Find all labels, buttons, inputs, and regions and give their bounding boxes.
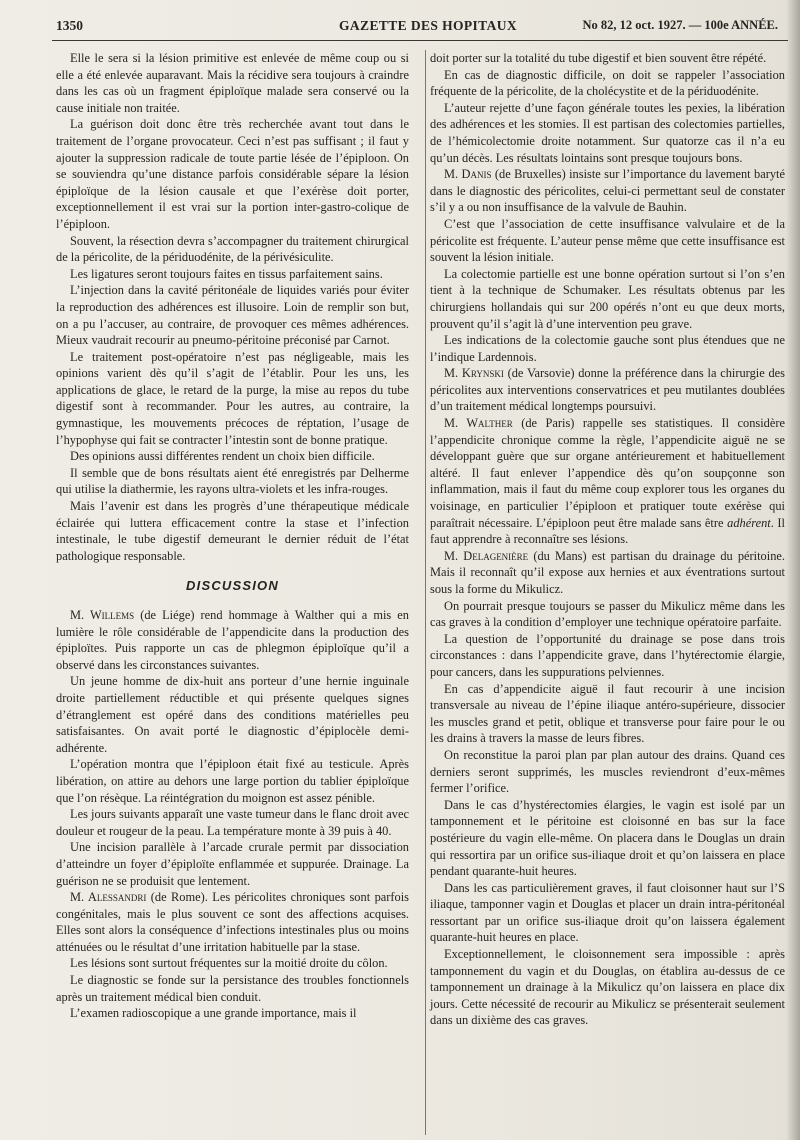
paragraph: L’injection dans la cavité péritonéale de liquides variés pour éviter la reproduction des adhérences est illusoire. Loin de remplir son but, on a pu l’accuser, au contraire, de provoquer ces mêmes adhérences. Mieux vaudrait recourir au pneumo-péritoine préconisé par Carnot.	[56, 283, 409, 348]
paragraph: Les ligatures seront toujours faites en tissus parfaitement sains.	[70, 266, 383, 281]
paragraph: Dans le cas d’hystérectomies élargies, le vagin est isolé par un tamponnement et le péritoine est cloisonné en bas sur la face postérieure du vagin elle-même. On placera dans le Douglas un drain qui ressortira par un orifice sus-iliaque droit et qu’on laissera en place pendant quarante-huit heures.	[430, 797, 785, 879]
paragraph: Les indications de la colectomie gauche sont plus étendues que ne l’indique Lardennois.	[430, 333, 785, 364]
paragraph: Il semble que de bons résultats aient été enregistrés par Delherme qui utilise la diathermie, les rayons ultra-violets et les infra-rouges.	[56, 465, 409, 497]
paragraph: Des opinions aussi différentes rendent un choix bien difficile.	[70, 449, 375, 464]
header-rule	[52, 40, 788, 41]
section-heading: DISCUSSION	[186, 578, 279, 594]
page-header	[56, 14, 786, 38]
paragraph: Elle le sera si la lésion primitive est enlevée de même coup ou si elle a été enlevée auparavant. Mais la récidive sera toujours à craindre dans les cas où un fragment épiploïque malade sera conservé ou la cause initiale non traitée.	[56, 51, 409, 115]
paragraph-text: (de Bruxelles) insiste sur l’importance du lavement baryté dans le diagnostic des péricolites, celui-ci permettant seul de constater s’il y a ou non insuffisance de la valvule de Bauhin.	[430, 167, 785, 215]
paragraph-text: . Il faut apprendre à reconnaître ses lésions.	[430, 515, 785, 547]
speaker-name: M. Krynski	[444, 366, 504, 381]
paragraph: La colectomie partielle est une bonne opération surtout si l’on s’en tient à la technique de Schumaker. Les résultats obtenus par les chirurgiens hollandais qui sur 200 opérés n’ont eu que deux morts, prouvent qu’il s’agit là d’une intervention peu grave.	[430, 266, 785, 331]
left-column	[56, 50, 409, 1022]
discussion-paragraph	[430, 365, 785, 415]
discussion-paragraph	[430, 548, 785, 598]
page-number: 1350	[56, 18, 83, 33]
paragraph-text: (de Varsovie) donne la préférence dans la chirurgie des péricolites aux interventions conservatrices et peu mutilantes doublées d’un traitement médical longtemps poursuivi.	[430, 366, 785, 414]
paragraph: Le diagnostic se fonde sur la persistance des troubles fonctionnels après un traitement médical bien conduit.	[56, 973, 409, 1004]
speaker-name: M. Danis	[444, 167, 492, 182]
paragraph: Exceptionnellement, le cloisonnement sera impossible : après tamponnement du vagin et du Douglas, on établira au-dessus de ce tamponnement un drainage à la Mikulicz qu’on laissera en place dix jours. Cette nécessité de recourir au Mikulicz se présenterait seulement dans un dixième des cas graves.	[430, 947, 785, 1028]
paragraph: On reconstitue la paroi plan par plan autour des drains. Quand ces derniers seront supprimés, les muscles reviendront d’eux-mêmes fermer l’orifice.	[430, 747, 785, 796]
journal-title: GAZETTE DES HOPITAUX	[339, 18, 518, 33]
discussion-paragraph	[56, 889, 409, 955]
paragraph-text: (de Rome). Les péricolites chroniques sont parfois congénitales, mais le plus souvent ce sont des affections acquises. Elles sont alors la conséquence d’infections intestinales plus ou moins atténuées ou le résultat d’une irritation habituelle par la stase.	[56, 890, 409, 954]
paragraph: Le traitement post-opératoire n’est pas négligeable, mais les opinions varient dès qu’il s’agit de l’établir. Pour les uns, les applications de glace, le retard de la purge, la mise au repos du tube digestif sont à recommander. Pour les autres, au contraire, la gymnastique, les mouvements précoces de réptation, l’usage de l’hypophyse qui fait se contracter l’intestin sont de bonne pratique.	[56, 349, 409, 447]
speaker-name: M. Walther	[444, 416, 513, 431]
column-divider	[425, 50, 426, 1135]
paragraph: La question de l’opportunité du drainage se pose dans trois circonstances : dans l’appendicite grave, dans l’hytérectomie élargie, pour cancers, dans les suppurations pelviennes.	[430, 631, 785, 679]
paragraph: Les lésions sont surtout fréquentes sur la moitié droite du côlon.	[70, 956, 388, 971]
paragraph-text: (de Paris) rappelle ses statistiques. Il considère l’appendicite chronique comme la règle, l’appendicite aiguë ne se développant guère que sur organe antérieurement et habituellement altéré. Il faut enlever l’appendice dès qu’on soupçonne son inflammation, mais il faut du même coup explorer tous les organes du voisinage, en particulier l’épiploon et pratiquer toute exérèse qui paraîtrait nécessaire. L’épiploon peut être malade sans être	[430, 416, 785, 530]
italic-word: adhérent	[727, 515, 771, 530]
paragraph: L’examen radioscopique a une grande importance, mais il	[70, 1006, 357, 1021]
paragraph: On pourrait presque toujours se passer du Mikulicz même dans les cas graves à la condition d’employer une technique opératoire parfaite.	[430, 598, 785, 630]
discussion-paragraph	[56, 607, 409, 673]
paragraph: Dans les cas particulièrement graves, il faut cloisonner haut sur l’S iliaque, tamponner vagin et Douglas et placer un drain intra-péritonéal ressortant par un orifice sus-iliaque droit qu’on laissera également quarante-huit heures en place.	[430, 880, 785, 945]
paragraph: L’opération montra que l’épiploon était fixé au testicule. Après libération, on attire au dehors une large portion du tablier épiploïque que l’on résèque. La réintégration du moignon est assez pénible.	[56, 757, 409, 805]
paragraph: Un jeune homme de dix-huit ans porteur d’une hernie inguinale droite partiellement réductible et qui présente quelques signes d’étranglement est opéré dans des conditions matérielles peu satisfaisantes. On avait porté le diagnostic d’épiplocèle demi-adhérente.	[56, 674, 409, 755]
paragraph: L’auteur rejette d’une façon générale toutes les pexies, la libération des adhérences et les stomies. Il est partisan des colectomies partielles, de l’hémicolectomie droite notamment. Sur quatorze cas il n’a eu qu’un décès. Les résultats lointains sont presque toujours bons.	[430, 100, 785, 165]
page-edge-shadow	[786, 0, 800, 1140]
paragraph: C’est que l’association de cette insuffisance valvulaire et de la péricolite est fréquente. L’auteur pense même que cette insuffisance est souvent la lésion initiale.	[430, 216, 785, 265]
paragraph: La guérison doit donc être très recherchée avant tout dans le traitement de l’organe provocateur. Ceci n’est pas suffisant ; il faut y ajouter la suppression radicale de toute partie lésée de l’épiploon. On se souviendra qu’une distance parfois considérable sépare la lésion épiploïque de la lésion causale et que l’exérèse doit porter, exceptionnellement il est vrai sur la portion inter-gastro-colique de l’épiploon.	[56, 117, 409, 231]
paragraph: Souvent, la résection devra s’accompagner du traitement chirurgical de la péricolite, de la périduodénite, de la périvésiculite.	[56, 233, 409, 265]
paragraph: doit porter sur la totalité du tube digestif et bien souvent être répété.	[430, 51, 767, 65]
discussion-paragraph	[430, 415, 785, 548]
issue-info: No 82, 12 oct. 1927. — 100e ANNÉE.	[582, 18, 778, 32]
paragraph-text: (du Mans) est partisan du drainage du péritoine. Mais il reconnaît qu’il expose aux hernies et aux éventrations surtout sous la forme du Mikulicz.	[430, 548, 785, 596]
paragraph: En cas d’appendicite aiguë il faut recourir à une incision transversale au niveau de l’épine iliaque antéro-supérieure, dissocier les muscles grand et petit, oblique et transverse pour faire pour le ou les drains à travers la masse de leurs fibres.	[430, 681, 785, 746]
speaker-name: M. Willems	[70, 608, 135, 622]
paragraph: Mais l’avenir est dans les progrès d’une thérapeutique médicale éclairée qui luttera efficacement contre la stase et l’infection intestinale, le tube digestif demeurant le dernier réduit de l’état pathologique responsable.	[56, 499, 409, 563]
speaker-name: M. Delagenière	[444, 548, 529, 563]
discussion-paragraph	[430, 166, 785, 216]
paragraph: En cas de diagnostic difficile, on doit se rappeler l’association fréquente de la péricolite, de la cholécystite et de la périduodénite.	[430, 67, 785, 99]
paragraph-text: (de Liége) rend hommage à Walther qui a mis en lumière le rôle considérable de l’appendicite dans la production des épiploïtes. Puis rapporte un cas de phlegmon épiploïque qu’il a observé dans les circonstances suivantes.	[56, 608, 409, 672]
speaker-name: M. Alessandri	[70, 890, 147, 905]
paragraph: Une incision parallèle à l’arcade crurale permit par dissociation d’atteindre un foyer d’épiploïte enflammée et suppurée. Drainage. La guérison ne se produisit que lentement.	[56, 840, 409, 888]
right-column	[430, 50, 785, 1029]
paragraph: Les jours suivants apparaît une vaste tumeur dans le flanc droit avec douleur et rougeur de la peau. La température monte à 39 puis à 40.	[56, 807, 409, 838]
